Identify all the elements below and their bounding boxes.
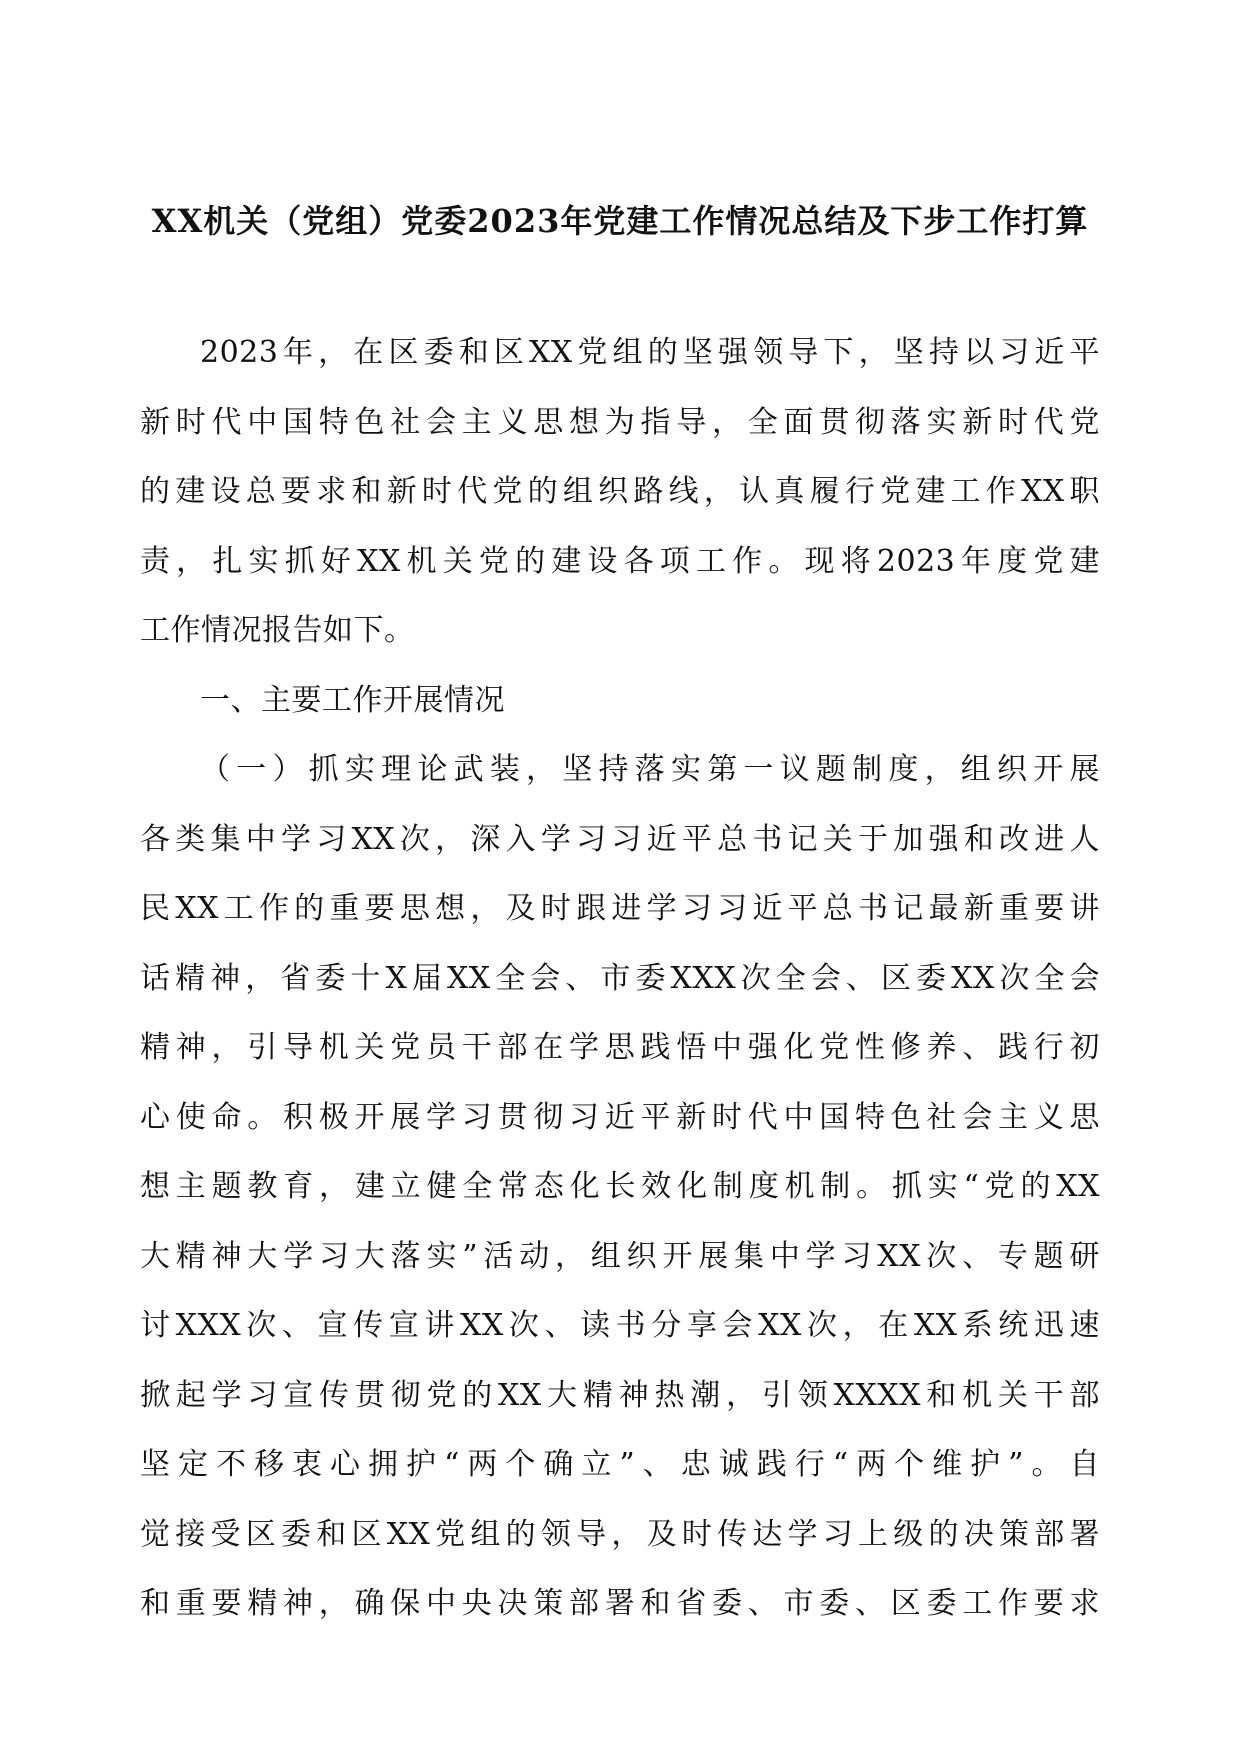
text-line: 责，扎实抓好XX机关党的建设各项工作。现将2023年度党建 xyxy=(140,543,1100,579)
paragraph-section-one xyxy=(140,735,1100,1639)
section-heading xyxy=(140,666,1100,736)
text-line: 和重要精神，确保中央决策部署和省委、市委、区委工作要求 xyxy=(140,1586,1100,1621)
text-line: 大精神大学习大落实”活动，组织开展集中学习XX次、专题研 xyxy=(140,1238,1100,1274)
text-line: （一）抓实理论武装，坚持落实第一议题制度，组织开展 xyxy=(200,752,1100,787)
text-line: 的建设总要求和新时代党的组织路线，认真履行党建工作XX职 xyxy=(140,474,1100,509)
text-line: 坚定不移衷心拥护“两个确立”、忠诚践行“两个维护”。自 xyxy=(140,1447,1100,1482)
text-line: 觉接受区委和区XX党组的领导，及时传达学习上级的决策部署 xyxy=(140,1516,1100,1552)
document-title: XX机关（党组）党委2023年党建工作情况总结及下步工作打算 xyxy=(151,202,1089,240)
text-line: 新时代中国特色社会主义思想为指导，全面贯彻落实新时代党 xyxy=(140,404,1100,440)
text-line: 各类集中学习XX次，深入学习习近平总书记关于加强和改进人 xyxy=(140,821,1100,857)
text-line: 精神，引导机关党员干部在学思践悟中强化党性修养、践行初 xyxy=(140,1030,1100,1065)
text-line: 话精神，省委十X届XX全会、市委XXX次全会、区委XX次全会 xyxy=(140,960,1100,996)
document-body xyxy=(140,318,1100,1639)
text-line: 民XX工作的重要思想，及时跟进学习习近平总书记最新重要讲 xyxy=(140,891,1100,926)
text-line: 工作情况报告如下。 xyxy=(140,613,415,648)
paragraph-intro xyxy=(140,318,1100,666)
text-line: 讨XXX次、宣传宣讲XX次、读书分享会XX次，在XX系统迅速 xyxy=(140,1308,1100,1343)
text-line: 想主题教育，建立健全常态化长效化制度机制。抓实“党的XX xyxy=(140,1169,1100,1204)
text-line: 心使命。积极开展学习贯彻习近平新时代中国特色社会主义思 xyxy=(140,1099,1100,1135)
text-line: 掀起学习宣传贯彻党的XX大精神热潮，引领XXXX和机关干部 xyxy=(140,1377,1100,1413)
text-line: 2023年，在区委和区XX党组的坚强领导下，坚持以习近平 xyxy=(200,335,1100,370)
text-line: 一、主要工作开展情况 xyxy=(200,682,505,718)
